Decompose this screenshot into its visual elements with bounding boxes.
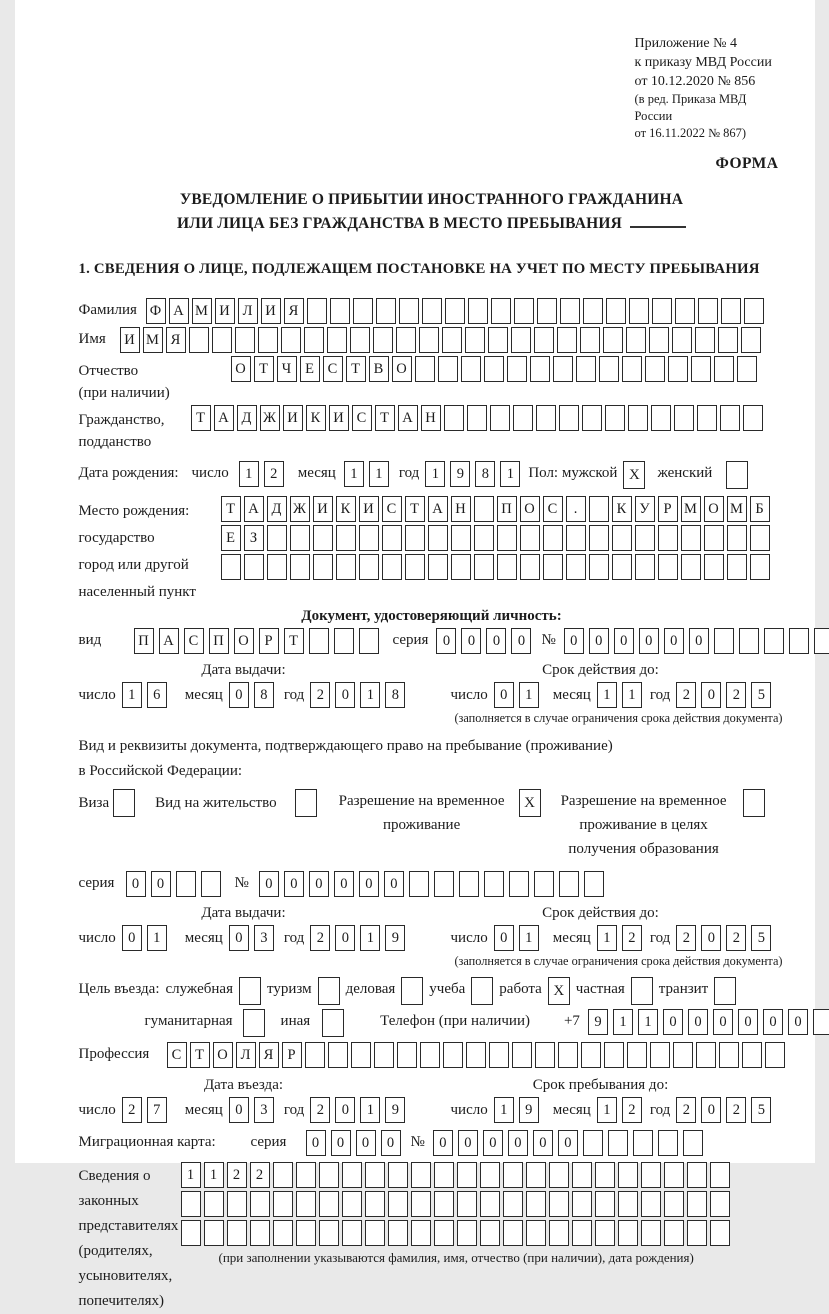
day-label: число [450,687,488,703]
month-label: месяц [184,1102,223,1118]
patronymic-row [79,356,785,404]
permit-valid-year-input[interactable]: 2 0 2 5 [676,925,771,951]
permit-issue-day-input[interactable]: 0 1 [122,925,167,951]
issue-date-heading: Дата выдачи: [201,662,286,678]
number-label: № [234,875,249,891]
doc-valid-month-input[interactable]: 1 1 [597,682,642,708]
temp-residence-education-label: Разрешение на временное проживание в целях получения образования [560,793,727,857]
residence-permit-checkbox[interactable] [295,789,317,817]
phone-label: Телефон (при наличии) [380,1013,530,1029]
month-label: месяц [297,465,336,481]
permit-valid-day-input[interactable]: 0 1 [494,925,539,951]
month-label: месяц [552,930,591,946]
temp-residence-label: Разрешение на временное проживание [338,793,505,833]
form-title-line1: УВЕДОМЛЕНИЕ О ПРИБЫТИИ ИНОСТРАННОГО ГРАЖДАНИНА [179,191,684,208]
purpose-transit-checkbox[interactable] [714,977,736,1005]
profession-input[interactable]: С Т О Л Я Р [167,1042,785,1068]
day-label: число [78,1102,116,1118]
sex-male-checkbox[interactable]: X [623,461,645,489]
representatives-note: (при заполнении указываются фамилия, имя, отчество (при наличии), дата рождения) [218,1250,694,1265]
representatives-block [79,1162,785,1314]
purpose-study-checkbox[interactable] [471,977,493,1005]
visa-label: Виза [78,795,110,811]
form-title [79,188,785,236]
birth-place-block [79,496,785,606]
year-label: год [649,1102,671,1118]
profession-label: Профессия [78,1046,150,1062]
purpose-label: Цель въезда: [78,981,160,997]
citizenship-input[interactable]: Т А Д Ж И К И С Т А Н [191,405,763,431]
birth-year-input[interactable]: 1 9 8 1 [425,461,520,487]
stay-day-input[interactable]: 1 9 [494,1097,539,1123]
identity-doc-dates [79,660,785,726]
citizenship-label: Гражданство, подданство [78,412,165,450]
title-underline [630,226,686,228]
purpose-other-label: иная [280,1013,311,1029]
given-name-label: Имя [78,331,106,347]
permit-valid-month-input[interactable]: 1 2 [597,925,642,951]
purpose-business-label: деловая [345,981,396,997]
sex-female-checkbox[interactable] [726,461,748,489]
visa-checkbox[interactable] [113,789,135,817]
permit-number-input[interactable]: 0 0 0 0 0 0 [259,871,604,897]
birth-day-input[interactable]: 1 2 [239,461,284,487]
revision-line: (в ред. Приказа МВД России [634,92,747,123]
migration-number-input[interactable]: 0 0 0 0 0 0 [433,1130,703,1156]
revision-line: от 16.11.2022 № 867) [634,126,747,140]
permit-dates [79,903,785,969]
entry-dates [79,1075,785,1123]
day-label: число [191,465,229,481]
birth-place-row2-input[interactable]: Е З [221,525,770,551]
appendix-line: Приложение № 4 [634,36,737,51]
day-label: число [78,687,116,703]
year-label: год [283,1102,305,1118]
arrival-notification-form [15,0,815,1309]
phone-prefix: +7 [563,1013,580,1029]
number-label: № [541,632,556,648]
purpose-study-label: учеба [429,981,466,997]
doc-kind-label: вид [78,632,102,648]
doc-series-input[interactable]: 0 0 0 0 [436,628,531,654]
purpose-official-label: служебная [165,981,233,997]
entry-date-heading: Дата въезда: [203,1077,284,1093]
entry-year-input[interactable]: 2 0 1 9 [310,1097,405,1123]
month-label: месяц [184,687,223,703]
purpose-official-checkbox[interactable] [239,977,261,1005]
month-label: месяц [184,930,223,946]
year-label: год [649,930,671,946]
purpose-work-checkbox[interactable]: X [548,977,570,1005]
month-label: месяц [552,1102,591,1118]
permit-intro: Вид и реквизиты документа, подтверждающего право на пребывание (проживание) в Российской Федерации: [78,738,613,779]
patronymic-input[interactable]: О Т Ч Е С Т В О [231,356,757,382]
patronymic-label: Отчество (при наличии) [78,363,170,401]
birth-place-row3-input[interactable] [221,554,770,580]
permit-issue-month-input[interactable]: 0 3 [229,925,274,951]
sex-female-label: женский [657,465,713,481]
temp-residence-checkbox[interactable]: X [519,789,541,817]
doc-issue-year-input[interactable]: 2 0 1 8 [310,682,405,708]
representatives-label: Сведения о законных представителях (родителях, усыновителях, попечителях) [78,1168,179,1309]
purpose-business-checkbox[interactable] [401,977,423,1005]
purpose-humanitarian-checkbox[interactable] [243,1009,265,1037]
purpose-private-checkbox[interactable] [631,977,653,1005]
year-label: год [283,930,305,946]
migration-card-row [79,1130,785,1156]
given-name-input[interactable]: И М Я [120,327,761,353]
migration-series-input[interactable]: 0 0 0 0 [306,1130,401,1156]
day-label: число [78,930,116,946]
form-title-line2: ИЛИ ЛИЦА БЕЗ ГРАЖДАНСТВА В МЕСТО ПРЕБЫВАНИЯ [176,215,623,232]
day-label: число [450,930,488,946]
stay-year-input[interactable]: 2 0 2 5 [676,1097,771,1123]
restriction-note: (заполняется в случае ограничения срока действия документа) [454,954,783,968]
temp-residence-education-checkbox[interactable] [743,789,765,817]
identity-doc-heading: Документ, удостоверяющий личность: [301,608,562,624]
year-label: год [649,687,671,703]
phone-input[interactable]: 9 1 1 0 0 0 0 0 0 [588,1009,829,1035]
purpose-work-label: работа [499,981,542,997]
valid-until-heading: Срок действия до: [542,662,659,678]
birth-place-row1-input[interactable]: Т А Д Ж И К И С Т А Н П О С . К У Р М О М Б [221,496,770,522]
series-label: серия [78,875,115,891]
purpose-tourism-label: туризм [266,981,312,997]
identity-doc-row [79,628,785,654]
representatives-row2-input[interactable] [181,1191,730,1217]
surname-input[interactable]: Ф А М И Л И Я [146,298,764,324]
series-label: серия [250,1134,287,1150]
citizenship-row [79,405,785,453]
doc-issue-day-input[interactable]: 1 6 [122,682,167,708]
purpose-humanitarian-label: гуманитарная [144,1013,233,1029]
purpose-other-checkbox[interactable] [322,1009,344,1037]
doc-valid-year-input[interactable]: 2 0 2 5 [676,682,771,708]
section1-heading: 1. СВЕДЕНИЯ О ЛИЦЕ, ПОДЛЕЖАЩЕМ ПОСТАНОВКЕ НА УЧЕТ ПО МЕСТУ ПРЕБЫВАНИЯ [78,261,760,277]
valid-until-heading: Срок действия до: [542,905,659,921]
stay-month-input[interactable]: 1 2 [597,1097,642,1123]
issue-date-heading: Дата выдачи: [201,905,286,921]
permit-series-input[interactable]: 0 0 [126,871,221,897]
stay-until-heading: Срок пребывания до: [532,1077,669,1093]
doc-kind-input[interactable]: П А С П О Р Т [134,628,379,654]
sex-male-label: Пол: мужской [528,465,618,481]
year-label: год [398,465,420,481]
year-label: год [283,687,305,703]
purpose-transit-label: транзит [658,981,709,997]
doc-number-input[interactable]: 0 0 0 0 0 0 [564,628,829,654]
restriction-note: (заполняется в случае ограничения срока действия документа) [454,711,783,725]
birth-place-label: Место рождения: государство город или другой населенный пункт [78,503,196,600]
series-label: серия [392,632,429,648]
purpose-row [79,977,785,1005]
birth-date-row [79,461,785,489]
birth-month-input[interactable]: 1 1 [344,461,389,487]
doc-issue-month-input[interactable]: 0 8 [229,682,274,708]
month-label: месяц [552,687,591,703]
appendix-header [635,34,785,142]
purpose-tourism-checkbox[interactable] [318,977,340,1005]
doc-valid-day-input[interactable]: 0 1 [494,682,539,708]
entry-month-input[interactable]: 0 3 [229,1097,274,1123]
migration-card-label: Миграционная карта: [78,1134,216,1150]
appendix-line: к приказу МВД России [634,55,772,70]
surname-label: Фамилия [78,302,137,318]
permit-type-options [79,789,785,861]
purpose-row2 [79,1009,802,1037]
surname-row [79,298,785,324]
permit-issue-year-input[interactable]: 2 0 1 9 [310,925,405,951]
birth-date-label: Дата рождения: [78,465,179,481]
form-label: ФОРМА [715,155,779,172]
profession-row [79,1042,785,1068]
appendix-line: от 10.12.2020 № 856 [634,74,756,89]
representatives-row3-input[interactable] [181,1220,730,1246]
number-label: № [410,1134,425,1150]
entry-day-input[interactable]: 2 7 [122,1097,167,1123]
permit-series-row [79,871,785,897]
purpose-private-label: частная [575,981,625,997]
residence-permit-label: Вид на жительство [155,795,277,811]
representatives-row1-input[interactable]: 1 1 2 2 [181,1162,730,1188]
given-name-row [79,327,785,353]
day-label: число [450,1102,488,1118]
